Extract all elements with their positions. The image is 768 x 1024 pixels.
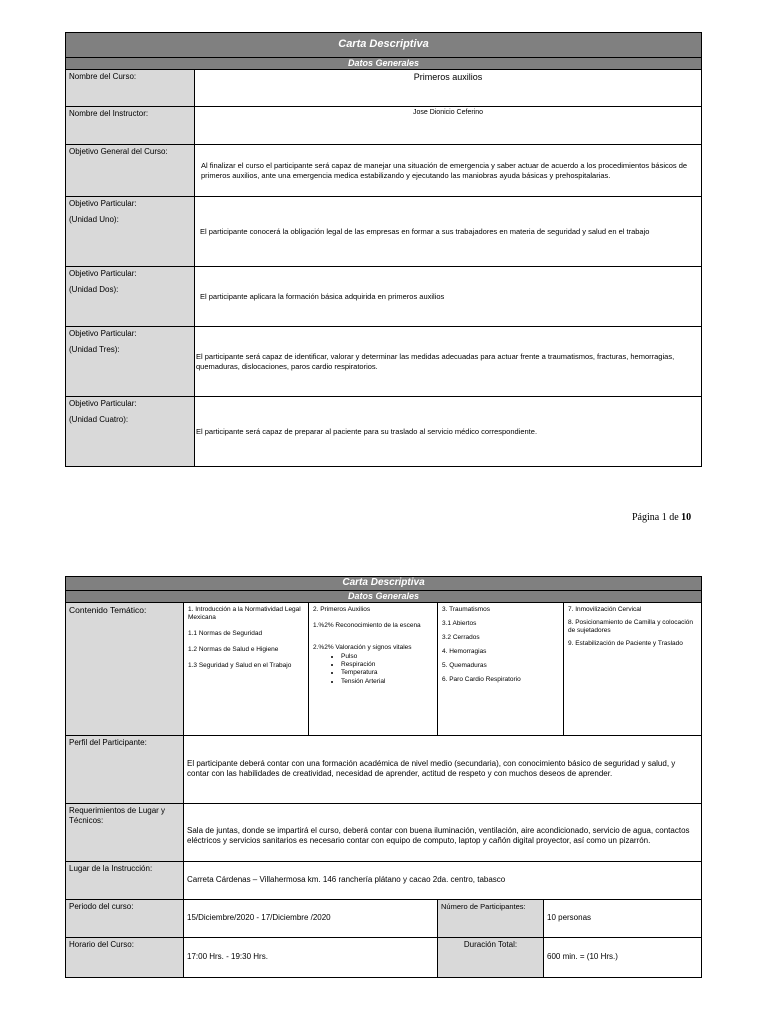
objective-label: Objetivo Particular: xyxy=(69,399,137,409)
topic-col-1 xyxy=(184,602,309,735)
contenido-label: Contenido Temático: xyxy=(66,602,184,735)
unit-label: (Unidad Uno): xyxy=(69,215,119,225)
objective-unit-two-value: El participante aplicara la formación básica adquirida en primeros auxilios xyxy=(195,267,702,327)
topic-item: 2.%2% Valoración y signos vitales xyxy=(313,644,412,651)
lugar-value: Carreta Cárdenas – Villahermosa km. 146 ranchería plátano y cacao 2da. centro, tabasco xyxy=(184,861,702,899)
unit-label: (Unidad Cuatro): xyxy=(69,415,129,425)
instructor-value: Jose Dionicio Ceferino xyxy=(195,107,702,145)
objective-unit-three-label xyxy=(66,327,195,397)
periodo-label: Periodo del curso: xyxy=(66,899,184,937)
general-objective-label: Objetivo General del Curso: xyxy=(66,145,195,197)
topic-item: 5. Quemaduras xyxy=(442,662,487,670)
page-prefix: Página xyxy=(632,512,660,523)
objective-label: Objetivo Particular: xyxy=(69,269,137,279)
list-item: • Temperatura xyxy=(341,669,433,677)
objective-unit-one-label xyxy=(66,197,195,267)
objective-unit-three-value: El participante será capaz de identificar, valorar y determinar las medidas adecuadas para actuar frente a traumatismos, fracturas, hemorragias, quemaduras, dislocaciones, paros cardio respiratorios. xyxy=(195,327,702,397)
page-sep: de xyxy=(669,512,679,523)
page1-subtitle: Datos Generales xyxy=(66,58,702,70)
objective-unit-one-value: El participante conocerá la obligación legal de las empresas en formar a sus trabajadores en materia de seguridad y salud en el trabajo xyxy=(195,197,702,267)
lugar-label: Lugar de la Instrucción: xyxy=(66,861,184,899)
horario-value: 17:00 Hrs. - 19:30 Hrs. xyxy=(184,937,438,977)
page-number xyxy=(632,512,691,523)
objective-unit-four-value: El participante será capaz de preparar al paciente para su traslado al servicio médico correspondiente. xyxy=(195,397,702,467)
participantes-value: 10 personas xyxy=(544,899,702,937)
unit-label: (Unidad Dos): xyxy=(69,285,119,295)
topic-item: 4. Hemorragias xyxy=(442,648,487,656)
page-current: 1 xyxy=(661,512,667,523)
list-item: • Pulso xyxy=(341,653,433,661)
topic-heading: 1. Introducción a la Normatividad Legal Mexicana xyxy=(188,605,301,621)
page-total: 10 xyxy=(681,512,692,523)
unit-label: (Unidad Tres): xyxy=(69,345,120,355)
topic-heading: 2. Primeros Auxilios xyxy=(313,605,371,613)
objective-label: Objetivo Particular: xyxy=(69,199,137,209)
instructor-label: Nombre del Instructor: xyxy=(66,107,195,145)
topic-col-4 xyxy=(564,602,702,735)
topic-item: 1.1 Normas de Seguridad xyxy=(188,630,263,637)
perfil-label: Perfil del Participante: xyxy=(66,735,184,803)
topic-item: 6. Paro Cardio Respiratorio xyxy=(442,676,521,684)
topic-item: 3.2 Cerrados xyxy=(442,634,480,641)
topic-item: 9. Estabilización de Paciente y Traslado xyxy=(568,640,683,648)
list-item: • Respiración xyxy=(341,661,433,669)
topic-col-3 xyxy=(438,602,564,735)
horario-label: Horario del Curso: xyxy=(66,937,184,977)
topic-col-2 xyxy=(309,602,438,735)
participantes-label: Número de Participantes: xyxy=(438,899,544,937)
course-name-value: Primeros auxilios xyxy=(195,70,702,107)
objective-unit-two-label xyxy=(66,267,195,327)
topic-item: 8. Posicionamiento de Camilla y colocación de sujetadores xyxy=(568,618,694,634)
objective-label: Objetivo Particular: xyxy=(69,329,137,339)
general-objective-value: Al finalizar el curso el participante será capaz de manejar una situación de emergencia y saber actuar de acuerdo a los procedimientos básicos de primeros auxilios, ante una emergencia medica estabilizando y ejecutando las maniobras ayuda básicas y prehospitalarias. xyxy=(195,145,702,197)
topic-item: 1.%2% Reconocimiento de la escena xyxy=(313,621,421,629)
page2-title: Carta Descriptiva xyxy=(66,577,702,591)
list-item: • Tensión Arterial xyxy=(341,678,433,686)
requerimientos-value: Sala de juntas, donde se impartirá el curso, deberá contar con buena iluminación, ventilación, aire acondicionado, servicio de agua, contactos eléctricos y servicios sanitarios es necesario contar con equipo de computo, laptop y cañón digital proyector, así como un pizarrón. xyxy=(184,803,702,861)
topic-item: 1.2 Normas de Salud e Higiene xyxy=(188,646,279,654)
topic-item: 3.1 Abiertos xyxy=(442,619,477,627)
vital-signs-list xyxy=(313,653,433,686)
duracion-label: Duración Total: xyxy=(438,937,544,977)
requerimientos-label: Requerimientos de Lugar y Técnicos: xyxy=(66,803,184,861)
page2-table xyxy=(65,576,702,978)
page1-table xyxy=(65,32,702,467)
topic-item: 1.3 Seguridad y Salud en el Trabajo xyxy=(188,662,292,670)
course-name-label: Nombre del Curso: xyxy=(66,70,195,107)
objective-unit-four-label xyxy=(66,397,195,467)
topic-item: 3. Traumatismos xyxy=(442,605,491,613)
page2-subtitle: Datos Generales xyxy=(66,590,702,602)
periodo-value: 15/Diciembre/2020 - 17/Diciembre /2020 xyxy=(184,899,438,937)
perfil-value: El participante deberá contar con una formación académica de nivel medio (secundaria), con conocimiento básico de seguridad y salud, y contar con las habilidades de creatividad, necesidad de aprender, actitud de respeto y con muchos deseos de aprender. xyxy=(184,735,702,803)
topic-item: 7. Inmovilización Cervical xyxy=(568,605,642,613)
page1-title: Carta Descriptiva xyxy=(66,33,702,58)
duracion-value: 600 min. = (10 Hrs.) xyxy=(544,937,702,977)
